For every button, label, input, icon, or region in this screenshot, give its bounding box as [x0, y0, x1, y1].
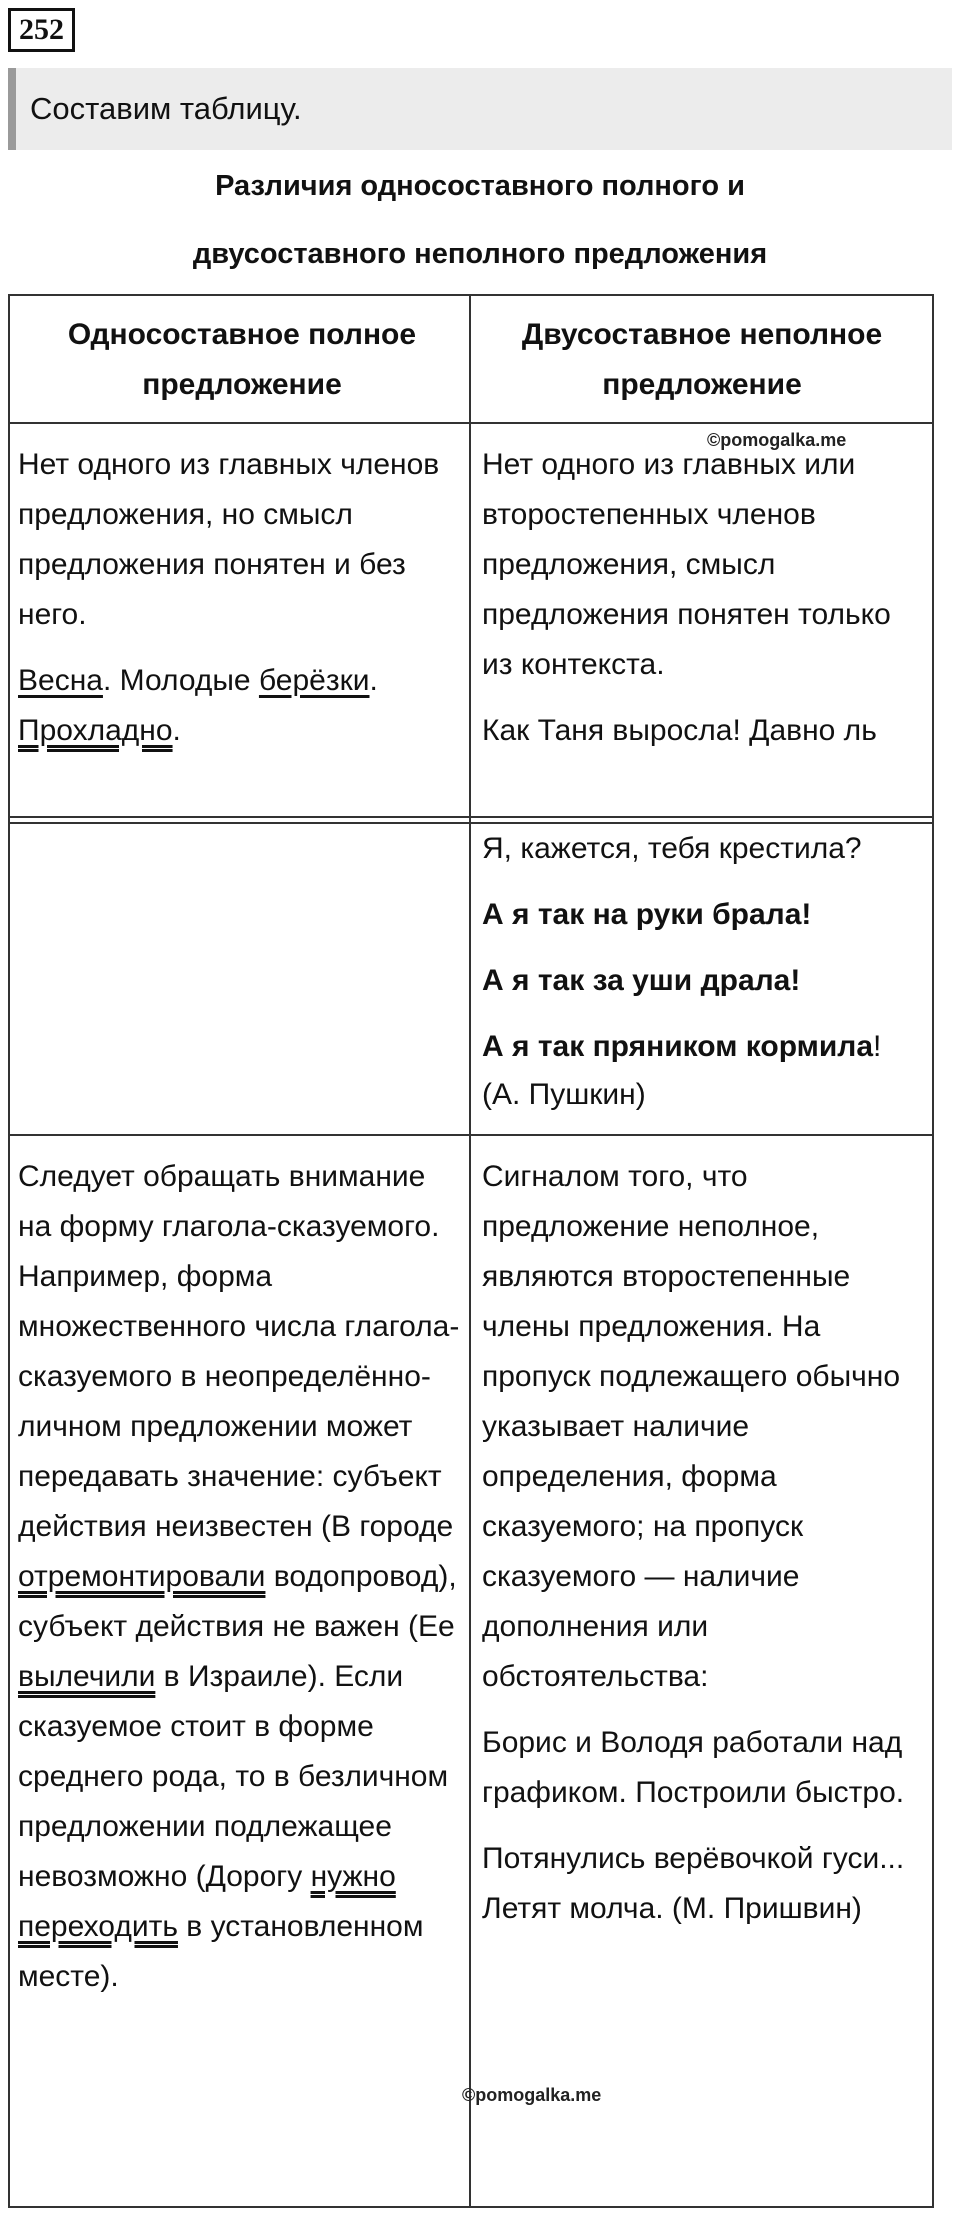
- table-caption-line2: двусоставного неполного предложения: [192, 238, 768, 270]
- row2-line4-bold: А я так пряником кормила: [482, 1030, 874, 1063]
- row3-text-part: в установленном месте).: [18, 1910, 424, 1993]
- example-word: Весна: [18, 664, 103, 697]
- table-row-divider: [8, 422, 934, 424]
- table-row-divider: [8, 822, 934, 824]
- row2-line2: А я так на руки брала!: [482, 898, 812, 931]
- row3-text-part: в Израиле). Если сказуемое стоит в форме среднего рода, то в безличном предложении подлежащее невозможно (Дорогу: [18, 1660, 449, 1893]
- row3-right-cell: [482, 1152, 927, 1950]
- row3-underlined: нужно переходить: [18, 1860, 396, 1943]
- table-column-divider: [469, 294, 471, 2208]
- row3-right-p3: Потянулись верёвочкой гуси... Летят молча. (М. Пришвин): [482, 1842, 905, 1925]
- example-sep: . Молодые: [102, 664, 259, 697]
- watermark-top: ©pomogalka.me: [707, 430, 847, 450]
- row1-right-text: Нет одного из главных или второстепенных членов предложения, смысл предложения понятен только из контекста.: [482, 448, 891, 681]
- row3-right-p2: Борис и Володя работали над графиком. Построили быстро.: [482, 1726, 905, 1809]
- row2-line4-rest: ! (А. Пушкин): [482, 1030, 882, 1111]
- row2-right-cell: [482, 825, 927, 1135]
- table-row-divider: [8, 816, 934, 818]
- example-word: Прохладно: [18, 714, 173, 747]
- watermark-bottom: ©pomogalka.me: [462, 2085, 602, 2105]
- row2-line3: А я так за уши драла!: [482, 964, 801, 997]
- table-caption-line1: Различия односоставного полного и: [215, 170, 745, 202]
- header-left: Односоставное полное предложение: [67, 318, 417, 401]
- row1-left-cell: [18, 440, 463, 772]
- row3-text-part: водопровод), субъект действия не важен (Ее: [18, 1560, 457, 1643]
- example-sep: .: [172, 714, 181, 747]
- intro-banner: Составим таблицу.: [8, 68, 952, 150]
- row3-right-p1: Сигналом того, что предложение неполное, являются второстепенные члены предложения. На пропуск подлежащего обычно указывает наличие определения, форма сказуемого; на пропуск сказуемого — наличие дополнения или обстоятельства:: [482, 1160, 901, 1693]
- row1-right-cell: [482, 440, 927, 772]
- row3-left-cell: [18, 1152, 465, 2018]
- row1-left-example: [18, 656, 463, 756]
- row3-text-part: Следует обращать внимание на форму глагола-сказуемого. Например, форма множественного числа глагола-сказуемого в неопределённо-личном предложении может передавать значение: субъект действия неизвестен (В городе: [18, 1160, 460, 1543]
- example-sep: .: [369, 664, 378, 697]
- row3-underlined: отремонтировали: [18, 1560, 266, 1593]
- example-word: берёзки: [258, 664, 370, 697]
- row2-line4: [482, 1023, 927, 1119]
- row1-left-text: Нет одного из главных членов предложения, но смысл предложения понятен и без него.: [18, 448, 440, 631]
- task-number: 252: [8, 8, 75, 52]
- row3-left-text: [18, 1152, 465, 2002]
- row2-line1: Я, кажется, тебя крестила?: [482, 832, 862, 865]
- row1-right-example: Как Таня выросла! Давно ль: [482, 714, 877, 747]
- row3-underlined: вылечили: [18, 1660, 156, 1693]
- header-right: Двусоставное неполное предложение: [521, 318, 883, 401]
